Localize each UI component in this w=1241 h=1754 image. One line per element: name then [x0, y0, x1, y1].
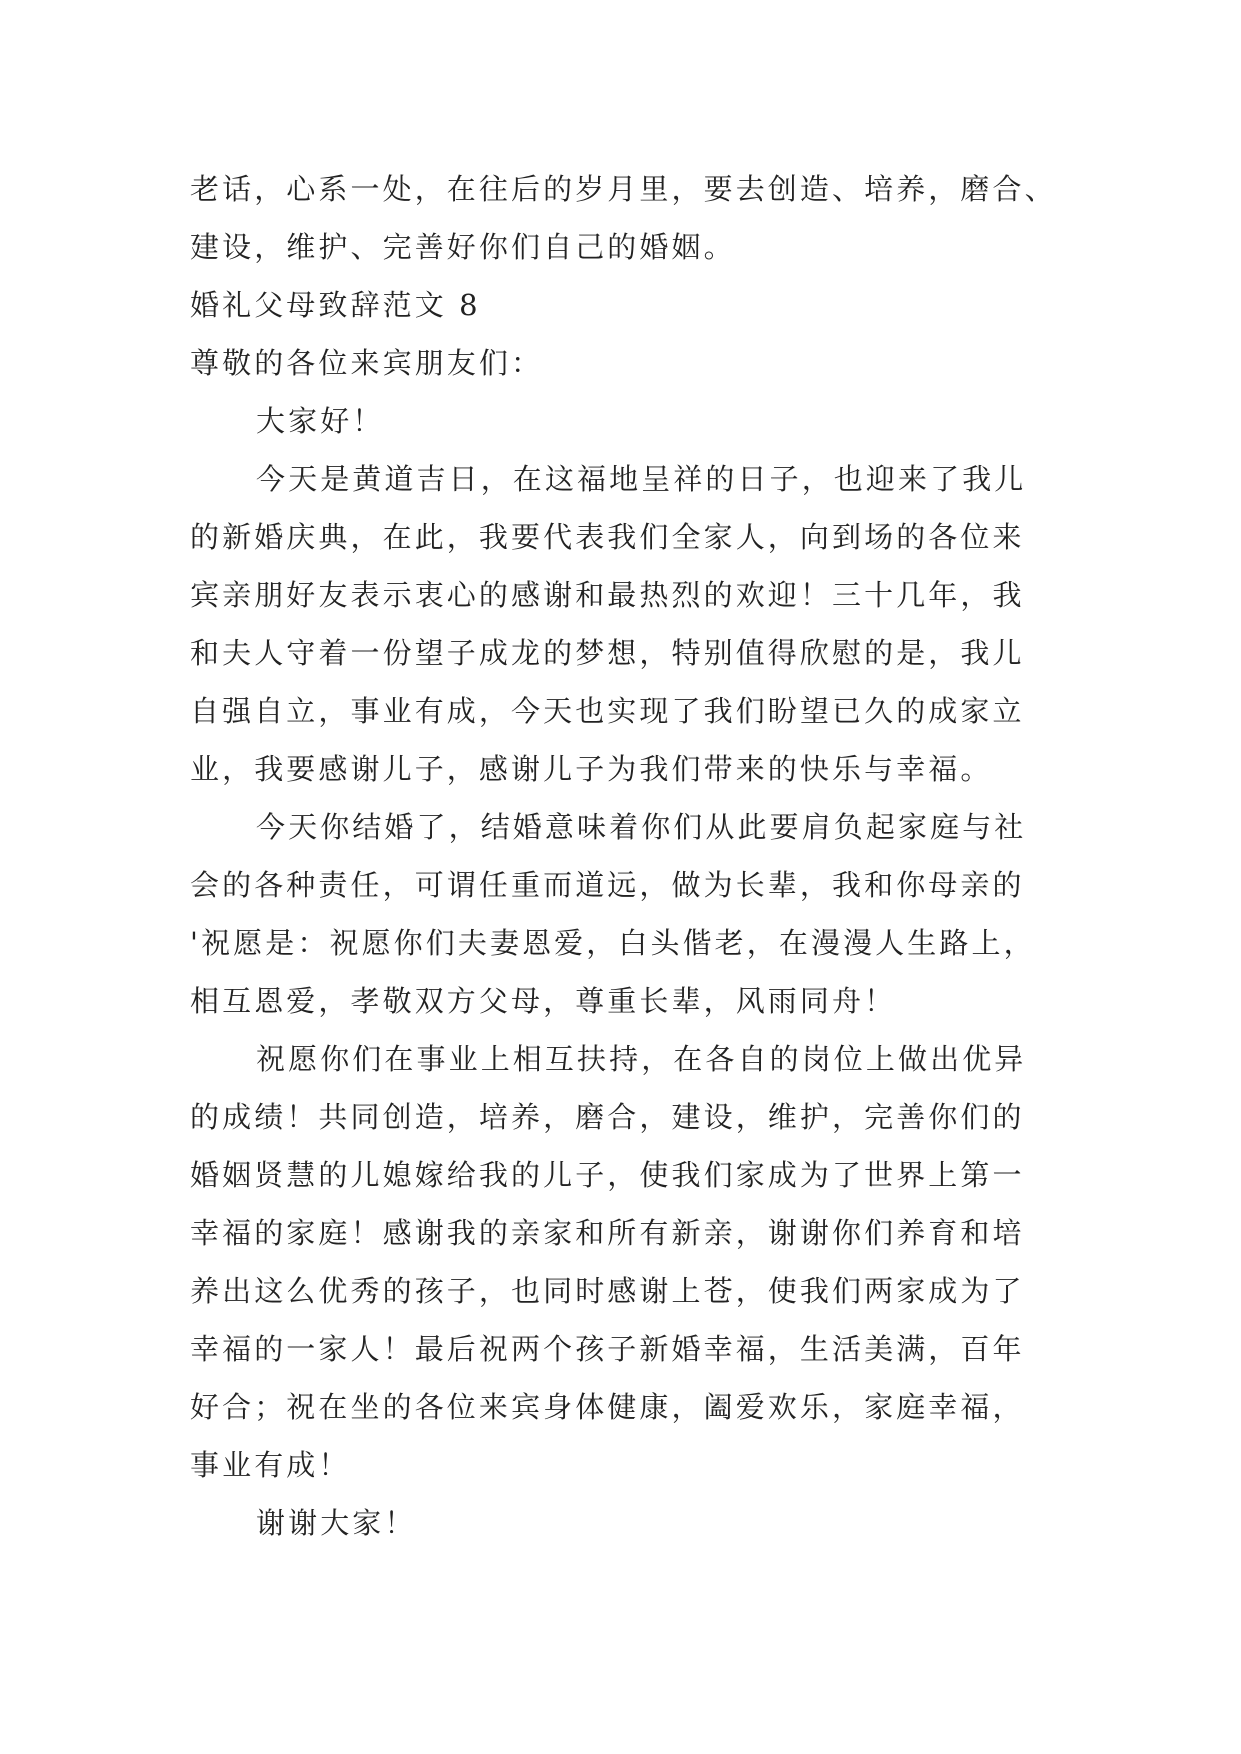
paragraph-line: 今天你结婚了，结婚意味着你们从此要肩负起家庭与社: [256, 810, 1027, 844]
section-heading: 婚礼父母致辞范文 8: [190, 288, 481, 322]
salutation: 尊敬的各位来宾朋友们：: [190, 346, 544, 380]
paragraph-line: 和夫人守着一份望子成龙的梦想，特别值得欣慰的是，我儿: [190, 636, 1025, 670]
paragraph-line: '祝愿是：祝愿你们夫妻恩爱，白头偕老，在漫漫人生路上，: [190, 926, 1036, 960]
paragraph-line: 的成绩！共同创造，培养，磨合，建设，维护，完善你们的: [190, 1100, 1025, 1134]
text-line: 建设，维护、完善好你们自己的婚姻。: [190, 230, 736, 264]
paragraph-line: 事业有成！: [190, 1448, 351, 1482]
paragraph-line: 会的各种责任，可谓任重而道远，做为长辈，我和你母亲的: [190, 868, 1025, 902]
paragraph-line: 相互恩爱，孝敬双方父母，尊重长辈，风雨同舟！: [190, 984, 897, 1018]
paragraph-line: 业，我要感谢儿子，感谢儿子为我们带来的快乐与幸福。: [190, 752, 993, 786]
paragraph-line: 婚姻贤慧的儿媳嫁给我的儿子，使我们家成为了世界上第一: [190, 1158, 1025, 1192]
paragraph-line: 的新婚庆典，在此，我要代表我们全家人，向到场的各位来: [190, 520, 1025, 554]
greeting: 大家好！: [256, 404, 385, 438]
text-line: 老话，心系一处，在往后的岁月里，要去创造、培养，磨合、: [190, 172, 1057, 206]
paragraph-line: 宾亲朋好友表示衷心的感谢和最热烈的欢迎！三十几年，我: [190, 578, 1025, 612]
closing-line: 谢谢大家！: [256, 1506, 417, 1540]
paragraph-line: 祝愿你们在事业上相互扶持，在各自的岗位上做出优异: [256, 1042, 1027, 1076]
paragraph-line: 养出这么优秀的孩子，也同时感谢上苍，使我们两家成为了: [190, 1274, 1025, 1308]
paragraph-line: 幸福的一家人！最后祝两个孩子新婚幸福，生活美满，百年: [190, 1332, 1025, 1366]
paragraph-line: 自强自立，事业有成，今天也实现了我们盼望已久的成家立: [190, 694, 1025, 728]
paragraph-line: 幸福的家庭！感谢我的亲家和所有新亲，谢谢你们养育和培: [190, 1216, 1025, 1250]
document-body: [190, 160, 1058, 1552]
paragraph-line: 今天是黄道吉日，在这福地呈祥的日子，也迎来了我儿: [256, 462, 1027, 496]
paragraph-line: 好合；祝在坐的各位来宾身体健康，阖爱欢乐，家庭幸福，: [190, 1390, 1025, 1424]
